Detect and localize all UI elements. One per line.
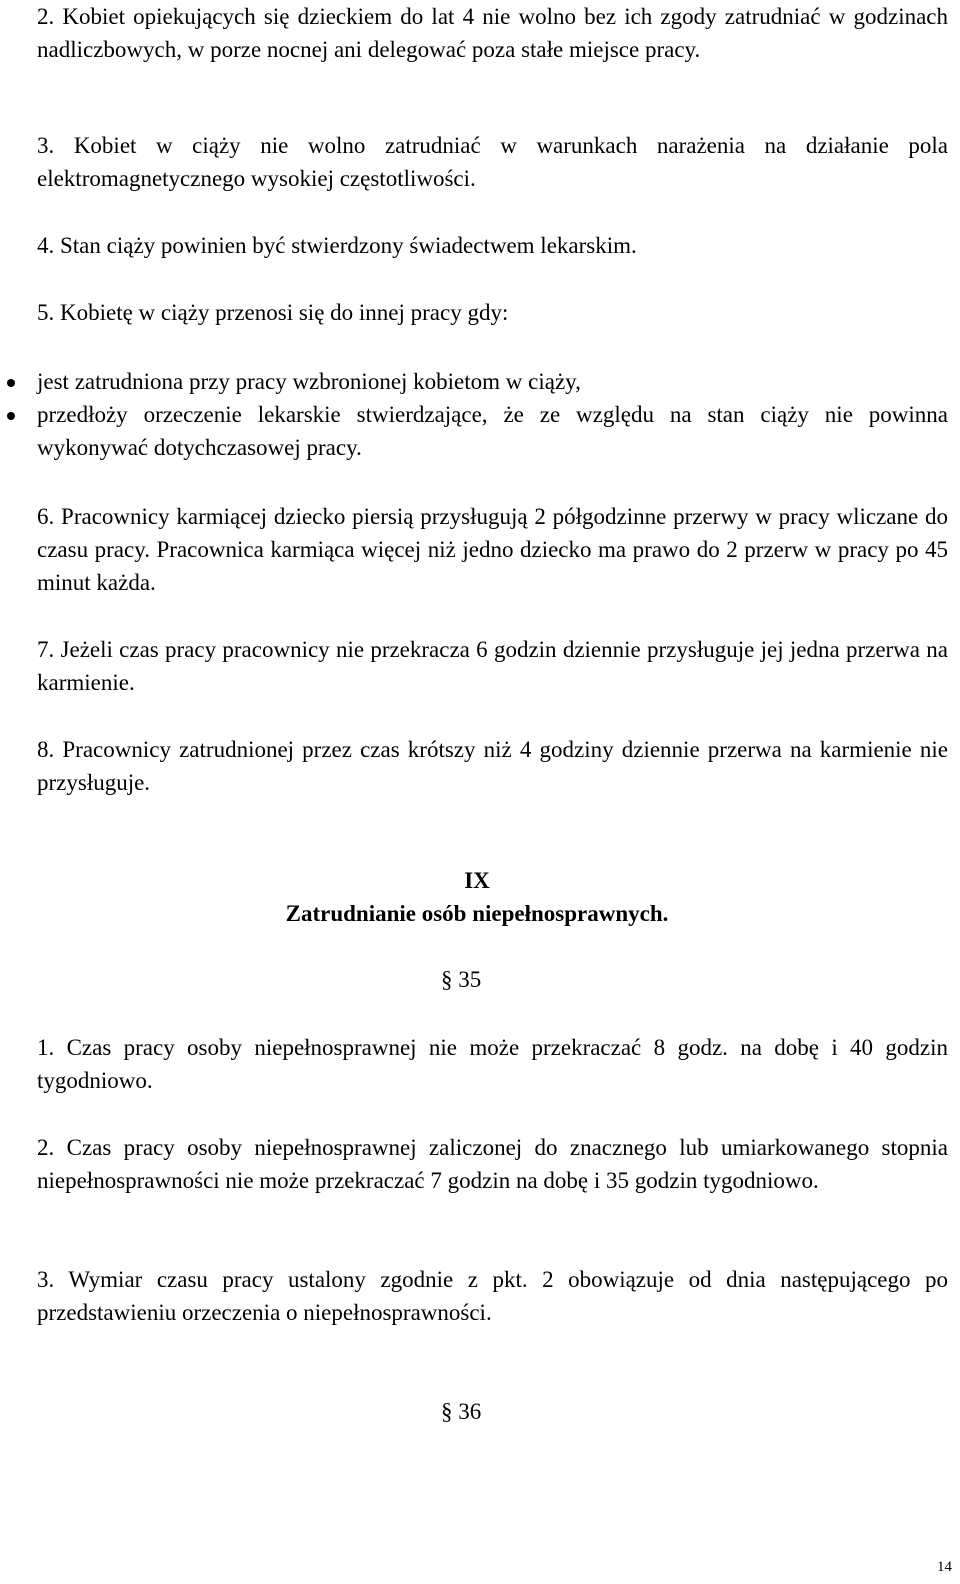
paragraph-text: Czas pracy osoby niepełnosprawnej zaliczonej do znacznego lub umiarkowanego stopnia niepełnosprawności nie może przekraczać 7 godzin na dobę i 35 godzin tygodniowo. xyxy=(37,1135,948,1193)
paragraph-number: 6. xyxy=(37,504,55,529)
bullet-icon xyxy=(7,379,15,387)
paragraph-text: Czas pracy osoby niepełnosprawnej nie może przekraczać 8 godz. na dobę i 40 godzin tygodniowo. xyxy=(37,1035,948,1093)
paragraph-text: Kobietę w ciąży przenosi się do innej pracy gdy: xyxy=(60,300,509,325)
paragraph-4 xyxy=(37,229,948,262)
bullet-icon xyxy=(7,412,15,420)
bullet-text: przedłoży orzeczenie lekarskie stwierdzające, że ze względu na stan ciąży nie powinna wykonywać dotychczasowej pracy. xyxy=(37,402,948,460)
paragraph-number: 3. xyxy=(37,133,55,158)
paragraph-text: Stan ciąży powinien być stwierdzony świadectwem lekarskim. xyxy=(60,233,637,258)
paragraph-5 xyxy=(37,296,948,329)
bullet-item xyxy=(37,365,948,398)
paragraph-2 xyxy=(37,1131,948,1197)
paragraph-1 xyxy=(37,1031,948,1097)
paragraph-number: 3. xyxy=(37,1267,55,1292)
paragraph-text: Wymiar czasu pracy ustalony zgodnie z pkt. 2 obowiązuje od dnia następującego po przedstawieniu orzeczenia o niepełnosprawności. xyxy=(37,1267,948,1325)
paragraph-number: 8. xyxy=(37,737,55,762)
paragraph-text: Kobiet opiekujących się dzieckiem do lat 4 nie wolno bez ich zgody zatrudniać w godzinach nadliczbowych, w porze nocnej ani delegować poza stałe miejsce pracy. xyxy=(37,4,948,62)
chapter-number: IX xyxy=(464,868,490,893)
paragraph-number: 2. xyxy=(37,1135,55,1160)
paragraph-number: 7. xyxy=(37,637,55,662)
paragraph-3 xyxy=(37,1263,948,1329)
paragraph-text: Kobiet w ciąży nie wolno zatrudniać w warunkach narażenia na działanie pola elektromagnetycznego wysokiej częstotliwości. xyxy=(37,133,948,191)
bullet-text: jest zatrudniona przy pracy wzbronionej kobietom w ciąży, xyxy=(37,369,581,394)
paragraph-number: 2. xyxy=(37,4,55,29)
bullet-item xyxy=(37,398,948,464)
chapter-title: Zatrudnianie osób niepełnosprawnych. xyxy=(285,901,669,926)
paragraph-8 xyxy=(37,733,948,799)
paragraph-2 xyxy=(37,0,948,66)
paragraph-7 xyxy=(37,633,948,699)
page-number: 14 xyxy=(937,1559,952,1575)
section-36: § 36 xyxy=(441,1399,482,1424)
section-35: § 35 xyxy=(441,967,482,992)
paragraph-6 xyxy=(37,500,948,599)
paragraph-text: Pracownicy zatrudnionej przez czas krótszy niż 4 godziny dziennie przerwa na karmienie nie przysługuje. xyxy=(37,737,948,795)
paragraph-3 xyxy=(37,129,948,195)
paragraph-number: 4. xyxy=(37,233,55,258)
paragraph-text: Jeżeli czas pracy pracownicy nie przekracza 6 godzin dziennie przysługuje jej jedna przerwa na karmienie. xyxy=(37,637,948,695)
paragraph-text: Pracownicy karmiącej dziecko piersią przysługują 2 półgodzinne przerwy w pracy wliczane do czasu pracy. Pracownica karmiąca więcej niż jedno dziecko ma prawo do 2 przerw w pracy po 45 minut każda. xyxy=(37,504,949,595)
paragraph-number: 1. xyxy=(37,1035,55,1060)
paragraph-number: 5. xyxy=(37,300,55,325)
